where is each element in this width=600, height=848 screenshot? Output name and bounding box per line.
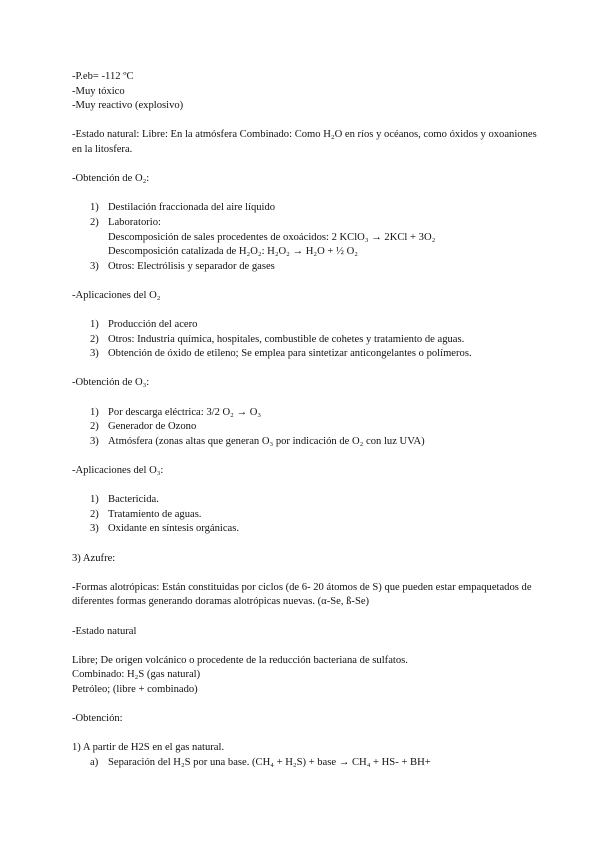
list-item-text: Producción del acero	[108, 319, 198, 331]
azufre-heading: 3) Azufre:	[72, 552, 116, 564]
formas-alotropicas-paragraph: -Formas alotrópicas: Están constituidas por ciclos (de 6- 20 átomos de S) que pueden estar empaquetados de diferentes formas generando doramas alotrópicas nuevas. (α-Se, ß-Se)	[72, 581, 532, 608]
aplicaciones-o2-heading: -Aplicaciones del O₂	[72, 289, 161, 301]
document-page	[72, 70, 542, 771]
list-item	[72, 493, 542, 508]
estado-natural-line: Petróleo; (libre + combinado)	[72, 683, 198, 695]
estado-natural-o2-paragraph: -Estado natural: Libre: En la atmósfera Combinado: Como H₂O en ríos y océanos, como óxidos y oxoaniones en la litosfera.	[72, 129, 537, 155]
list-item-text: Oxidante en síntesis orgánicas.	[108, 523, 240, 535]
list-item	[72, 201, 542, 216]
obtencion-sub-list	[72, 756, 542, 771]
list-item-text: Por descarga eléctrica: 3/2 O₂ → O₃	[108, 406, 262, 418]
list-marker: 3)	[90, 348, 99, 360]
list-marker: 3)	[90, 435, 99, 447]
obtencion-o2-heading: -Obtención de O₂:	[72, 173, 150, 185]
list-item-text: Otros: Electrólisis y separador de gases	[108, 260, 275, 272]
property-line: -P.eb= -112 ºC	[72, 71, 134, 82]
list-marker: 2)	[90, 421, 99, 433]
list-marker: 3)	[90, 523, 99, 535]
list-item-text: Obtención de óxido de etileno; Se emplea para sintetizar anticongelantes o polímeros.	[108, 348, 472, 360]
estado-natural-line: Libre; De origen volcánico o procedente de la reducción bacteriana de sulfatos.	[72, 654, 408, 666]
list-marker: 1)	[90, 494, 99, 506]
obtencion-o3-list	[72, 406, 542, 450]
estado-natural-heading: -Estado natural	[72, 625, 137, 637]
list-item-text: Bactericida.	[108, 494, 159, 506]
list-marker: 3)	[90, 260, 99, 272]
aplicaciones-o3-list	[72, 493, 542, 537]
list-item	[72, 406, 542, 421]
list-item-text: Generador de Ozono	[108, 421, 197, 433]
list-item	[72, 420, 542, 435]
list-item	[72, 435, 542, 450]
list-marker: 2)	[90, 333, 99, 345]
list-marker: 1)	[90, 202, 99, 214]
list-item	[72, 756, 542, 771]
list-item	[72, 333, 542, 348]
property-line: -Muy reactivo (explosivo)	[72, 100, 184, 112]
obtencion-o3-heading: -Obtención de O₃:	[72, 377, 150, 389]
list-item	[72, 522, 542, 537]
list-marker: 1)	[90, 406, 99, 418]
property-line: -Muy tóxico	[72, 85, 125, 97]
obtencion-heading: -Obtención:	[72, 713, 123, 725]
list-marker: a)	[90, 756, 99, 768]
list-marker: 1)	[90, 319, 99, 331]
list-item-text: Destilación fraccionada del aire líquido	[108, 202, 276, 214]
obtencion-o2-list	[72, 201, 542, 274]
list-item-text: Tratamiento de aguas.	[108, 508, 202, 520]
aplicaciones-o2-list	[72, 318, 542, 362]
lab-line: Descomposición catalizada de H₂O₂: H₂O₂ → H₂O + ½ O₂	[108, 246, 358, 258]
list-item	[72, 347, 542, 362]
list-item-text: Laboratorio:	[108, 216, 161, 228]
list-marker: 2)	[90, 508, 99, 520]
list-item	[72, 318, 542, 333]
list-marker: 2)	[90, 216, 99, 228]
list-item-text: Atmósfera (zonas altas que generan O₃ por indicación de O₂ con luz UVA)	[108, 435, 425, 447]
list-item-text: Otros: Industria química, hospitales, combustible de cohetes y tratamiento de aguas.	[108, 333, 465, 345]
list-item	[72, 216, 542, 260]
list-item	[72, 508, 542, 523]
list-item-text: Separación del H₂S por una base. (CH₄ + H₂S) + base → CH₄ + HS- + BH+	[108, 756, 431, 768]
lab-line: Descomposición de sales procedentes de oxoácidos: 2 KClO₃ → 2KCl + 3O₂	[108, 231, 436, 243]
list-item	[72, 260, 542, 275]
estado-natural-line: Combinado: H₂S (gas natural)	[72, 669, 201, 681]
aplicaciones-o3-heading: -Aplicaciones del O₃:	[72, 465, 164, 477]
obtencion-step: 1) A partir de H2S en el gas natural.	[72, 742, 225, 754]
